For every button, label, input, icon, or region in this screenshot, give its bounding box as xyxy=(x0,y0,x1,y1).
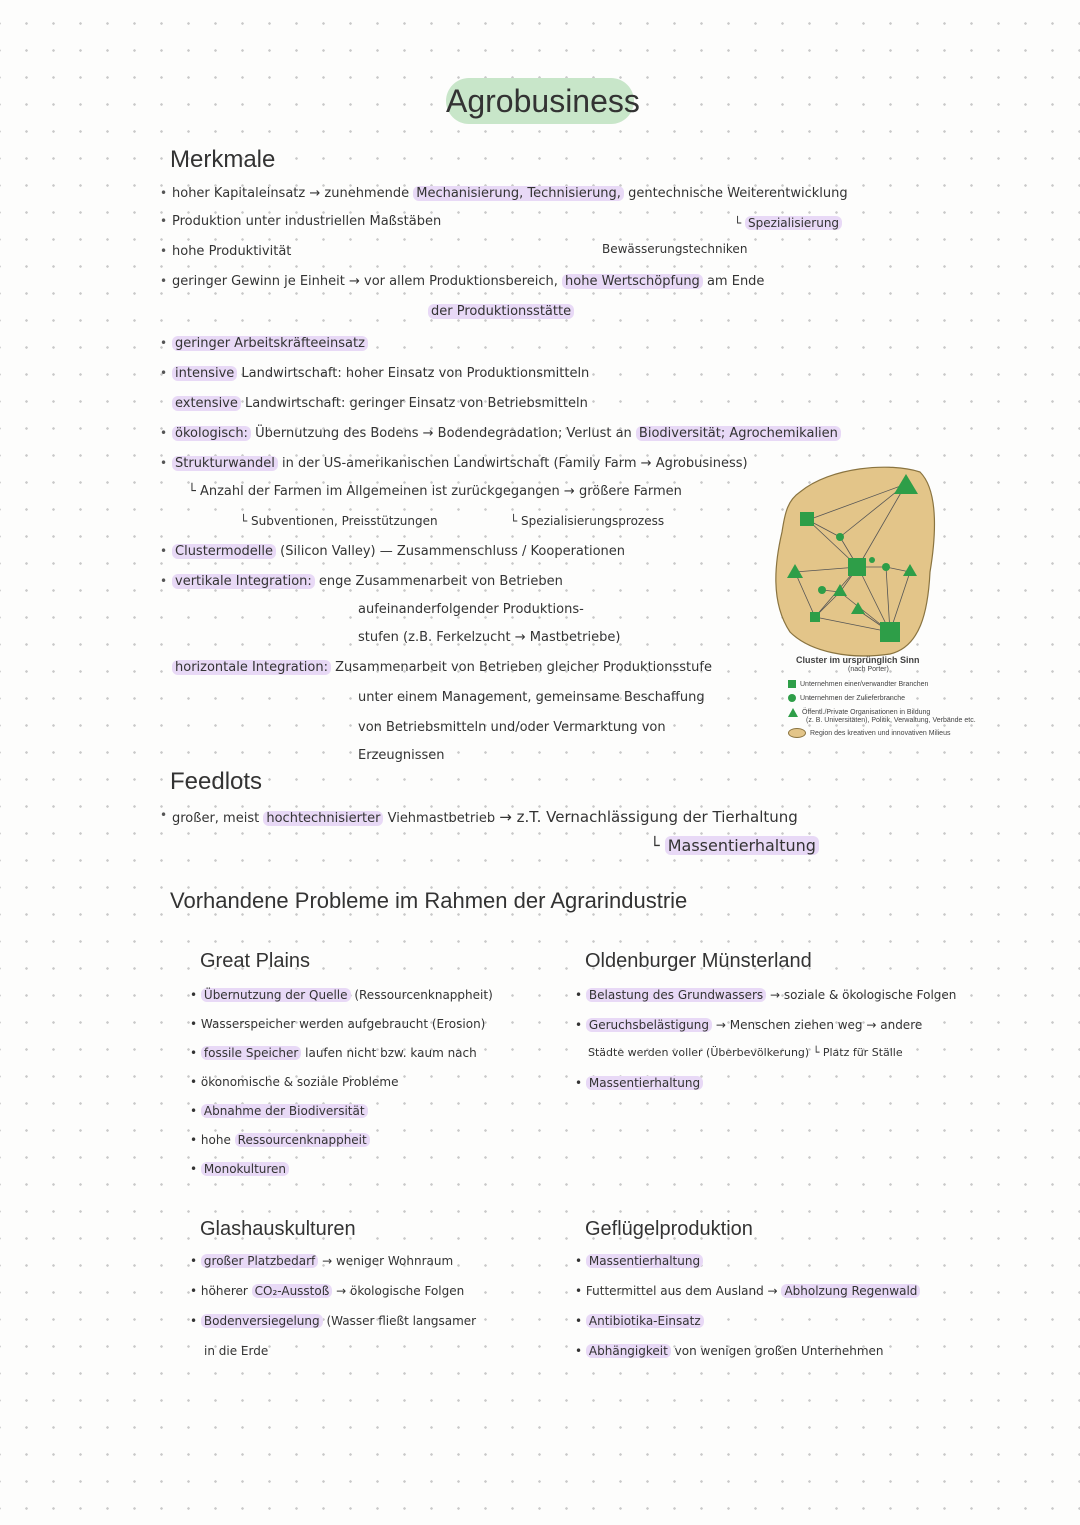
feedlots-heading: Feedlots xyxy=(170,768,263,795)
merkmale-heading: Merkmale xyxy=(170,146,276,173)
feedlots-line: großer, meist hochtechnisierter Viehmastbetrieb → z.T. Vernachlässigung der Tierhaltung xyxy=(172,808,798,826)
bullet: • xyxy=(160,544,168,558)
bullet: • xyxy=(160,456,168,470)
merkmal-horizontale-4: Erzeugnissen xyxy=(358,748,445,763)
merkmal-anzahl-farmen: └ Anzahl der Farmen im Allgemeinen ist zurückgegangen → größere Farmen xyxy=(188,484,682,499)
merkmal-subventionen: └ Subventionen, Preisstützungen xyxy=(240,514,438,528)
feedlots-massentierhaltung: └ Massentierhaltung xyxy=(650,836,819,855)
glashaus-item-co2: • höherer CO₂-Ausstoß → ökologische Folgen xyxy=(190,1284,465,1298)
cluster-diagram xyxy=(770,462,940,662)
gefluegel-item-abhaengigkeit: • Abhängigkeit von wenigen großen Unternehmen xyxy=(575,1344,884,1358)
circle-icon xyxy=(788,694,796,702)
oldenburger-item-geruch: • Geruchsbelästigung → Menschen ziehen weg → andere xyxy=(575,1018,923,1032)
list-item: • Monokulturen xyxy=(190,1162,493,1191)
oldenburger-heading: Oldenburger Münsterland xyxy=(585,950,812,972)
merkmal-clustermodelle: Clustermodelle (Silicon Valley) — Zusammenschluss / Kooperationen xyxy=(172,544,625,559)
merkmal-gewinn: geringer Gewinn je Einheit → vor allem Produktionsbereich, hohe Wertschöpfung am Ende xyxy=(172,274,765,289)
merkmal-vertikale-integration: vertikale Integration: enge Zusammenarbeit von Betrieben xyxy=(172,574,563,589)
list-item: • Übernutzung der Quelle (Ressourcenknappheit) xyxy=(190,988,493,1002)
merkmal-kapitaleinsatz: hoher Kapitaleinsatz → zunehmende Mechanisierung, Technisierung, gentechnische Weiterentwicklung xyxy=(172,186,848,201)
merkmal-strukturwandel: Strukturwandel in der US-amerikanischen Landwirtschaft (Family Farm → Agrobusiness) xyxy=(172,456,748,471)
bullet: • xyxy=(160,274,168,288)
legend-row-organisationen: Öffentl./Private Organisationen in Bildung xyxy=(788,708,930,717)
oldenburger-item-geruch-2: Städte werden voller (Überbevölkerung) └ Platz für Ställe xyxy=(588,1046,903,1059)
list-item: • fossile Speicher laufen nicht bzw. kaum nach xyxy=(190,1046,477,1060)
merkmal-arbeitskraefte: geringer Arbeitskräfteeinsatz xyxy=(172,336,368,351)
glashaus-item-boden-2: in die Erde xyxy=(204,1344,269,1358)
merkmal-produktivitaet: hohe Produktivität xyxy=(172,244,292,259)
merkmal-horizontale-3: von Betriebsmitteln und/oder Vermarktung von xyxy=(358,720,666,735)
gefluegel-item-futtermittel: • Futtermittel aus dem Ausland → Abholzung Regenwald xyxy=(575,1284,920,1298)
oldenburger-item-grundwasser: • Belastung des Grundwassers → soziale & ökologische Folgen xyxy=(575,988,957,1002)
bullet: • xyxy=(160,244,168,258)
square-icon xyxy=(788,680,796,688)
merkmal-spezialisierungsprozess: └ Spezialisierungsprozess xyxy=(510,514,665,528)
triangle-icon xyxy=(788,708,798,717)
list-item: • hohe Ressourcenknappheit xyxy=(190,1133,493,1162)
merkmal-vertikale-3: stufen (z.B. Ferkelzucht → Mastbetriebe) xyxy=(358,630,621,645)
legend-subtitle: (nach Porter) xyxy=(848,666,889,673)
glashaus-heading: Glashauskulturen xyxy=(200,1218,356,1240)
page-title: Agrobusiness xyxy=(446,78,634,124)
oldenburger-item-massentier: • Massentierhaltung xyxy=(575,1076,703,1090)
gefluegel-item-antibiotika: • Antibiotika-Einsatz xyxy=(575,1314,704,1328)
merkmal-produktion: Produktion unter industriellen Maßstäben xyxy=(172,214,442,229)
legend-title: Cluster im ursprünglich Sinn xyxy=(796,655,920,665)
list-item: • Abnahme der Biodiversität xyxy=(190,1104,493,1133)
gefluegel-heading: Geflügelproduktion xyxy=(585,1218,753,1240)
bullet: • xyxy=(160,366,168,380)
merkmal-spezialisierung: └ Spezialisierung xyxy=(734,216,842,230)
gefluegel-item-massentier: • Massentierhaltung xyxy=(575,1254,703,1268)
bullet: • xyxy=(160,808,168,822)
merkmal-oekologisch: ökologisch: Übernutzung des Bodens → Bodendegradation; Verlust an Biodiversität; Agrochemikalien xyxy=(172,426,841,441)
merkmal-horizontale-integration: horizontale Integration: Zusammenarbeit von Betrieben gleicher Produktionsstufe xyxy=(172,660,712,675)
bullet: • xyxy=(160,214,168,228)
legend-row-region: Region des kreativen und innovativen Milieus xyxy=(788,728,950,738)
legend-row-branchen: Unternehmen einer/verwandter Branchen xyxy=(788,680,928,688)
great-plains-list xyxy=(190,988,493,1191)
merkmal-horizontale-2: unter einem Management, gemeinsame Beschaffung xyxy=(358,690,705,705)
merkmal-intensive: intensive Landwirtschaft: hoher Einsatz von Produktionsmitteln xyxy=(172,366,589,381)
merkmal-produktionsstaette: der Produktionsstätte xyxy=(428,304,574,319)
glashaus-item-boden: • Bodenversiegelung (Wasser fließt langsamer xyxy=(190,1314,477,1328)
bullet: • xyxy=(160,186,168,200)
merkmal-bewaesserung: Bewässerungstechniken xyxy=(602,242,748,256)
list-item: • ökonomische & soziale Probleme xyxy=(190,1075,399,1089)
glashaus-item-platz: • großer Platzbedarf → weniger Wohnraum xyxy=(190,1254,454,1268)
list-item: • Wasserspeicher werden aufgebraucht (Erosion) xyxy=(190,1017,486,1031)
probleme-heading: Vorhandene Probleme im Rahmen der Agrarindustrie xyxy=(170,888,688,913)
legend-row-organisationen-2: (z. B. Universitäten), Politik, Verwaltung, Verbände etc. xyxy=(806,717,976,724)
legend-row-zulieferer: Unternehmen der Zulieferbranche xyxy=(788,694,905,702)
region-icon xyxy=(788,728,806,738)
bullet: • xyxy=(160,574,168,588)
bullet: • xyxy=(160,426,168,440)
merkmal-extensive: extensive Landwirtschaft: geringer Einsatz von Betriebsmitteln xyxy=(172,396,588,411)
bullet: • xyxy=(160,336,168,350)
great-plains-heading: Great Plains xyxy=(200,950,311,972)
merkmal-vertikale-2: aufeinanderfolgender Produktions- xyxy=(358,602,584,617)
